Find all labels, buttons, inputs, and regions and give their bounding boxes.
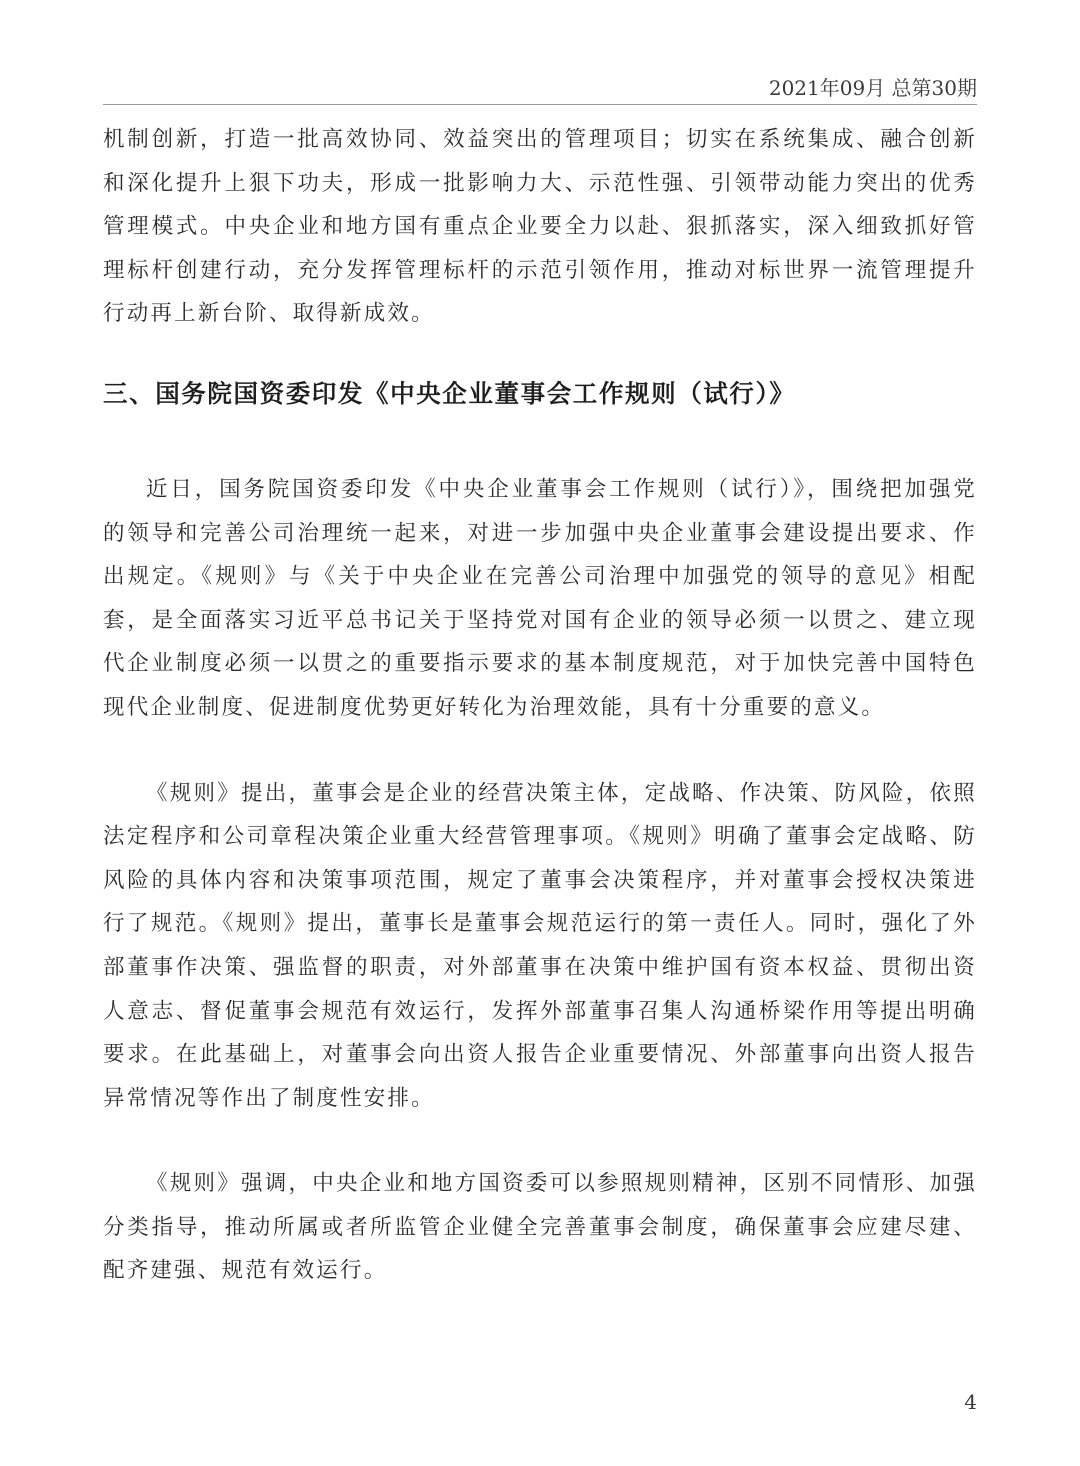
paragraph-gap (103, 1120, 977, 1162)
header-divider (103, 104, 977, 105)
paragraph-1: 近日，国务院国资委印发《中央企业董事会工作规则（试行）》，围绕把加强党的领导和完善公司治理统一起来，对进一步加强中央企业董事会建设提出要求、作出规定。《规则》与《关于中央企业在完善公司治理中加强党的领导的意见》相配套，是全面落实习近平总书记关于坚持党对国有企业的领导必须一以贯之、建立现代企业制度必须一以贯之的重要指示要求的基本制度规范，对于加快完善中国特色现代企业制度、促进制度优势更好转化为治理效能，具有十分重要的意义。 (103, 476, 977, 720)
document-body (103, 118, 977, 1293)
paragraph-2: 《规则》提出，董事会是企业的经营决策主体，定战略、作决策、防风险，依照法定程序和公司章程决策企业重大经营管理事项。《规则》明确了董事会定战略、防风险的具体内容和决策事项范围，规定了董事会决策程序，并对董事会授权决策进行了规范。《规则》提出，董事长是董事会规范运行的第一责任人。同时，强化了外部董事作决策、强监督的职责，对外部董事在决策中维护国有资本权益、贯彻出资人意志、督促董事会规范有效运行，发挥外部董事召集人沟通桥梁作用等提出明确要求。在此基础上，对董事会向出资人报告企业重要情况、外部董事向出资人报告异常情况等作出了制度性安排。 (103, 780, 977, 1111)
paragraph-3: 《规则》强调，中央企业和地方国资委可以参照规则精神，区别不同情形、加强分类指导，推动所属或者所监管企业健全完善董事会制度，确保董事会应建尽建、配齐建强、规范有效运行。 (103, 1171, 977, 1284)
section-title: 三、国务院国资委印发《中央企业董事会工作规则（试行）》 (103, 378, 796, 408)
page-number: 4 (964, 1390, 977, 1414)
continued-paragraph: 机制创新，打造一批高效协同、效益突出的管理项目；切实在系统集成、融合创新和深化提升上狠下功夫，形成一批影响力大、示范性强、引领带动能力突出的优秀管理模式。中央企业和地方国有重点企业要全力以赴、狠抓落实，深入细致抓好管理标杆创建行动，充分发挥管理标杆的示范引领作用，推动对标世界一流管理提升行动再上新台阶、取得新成效。 (103, 127, 977, 327)
paragraph-gap (103, 730, 977, 772)
issue-header: 2021年09月 总第30期 (768, 76, 977, 100)
